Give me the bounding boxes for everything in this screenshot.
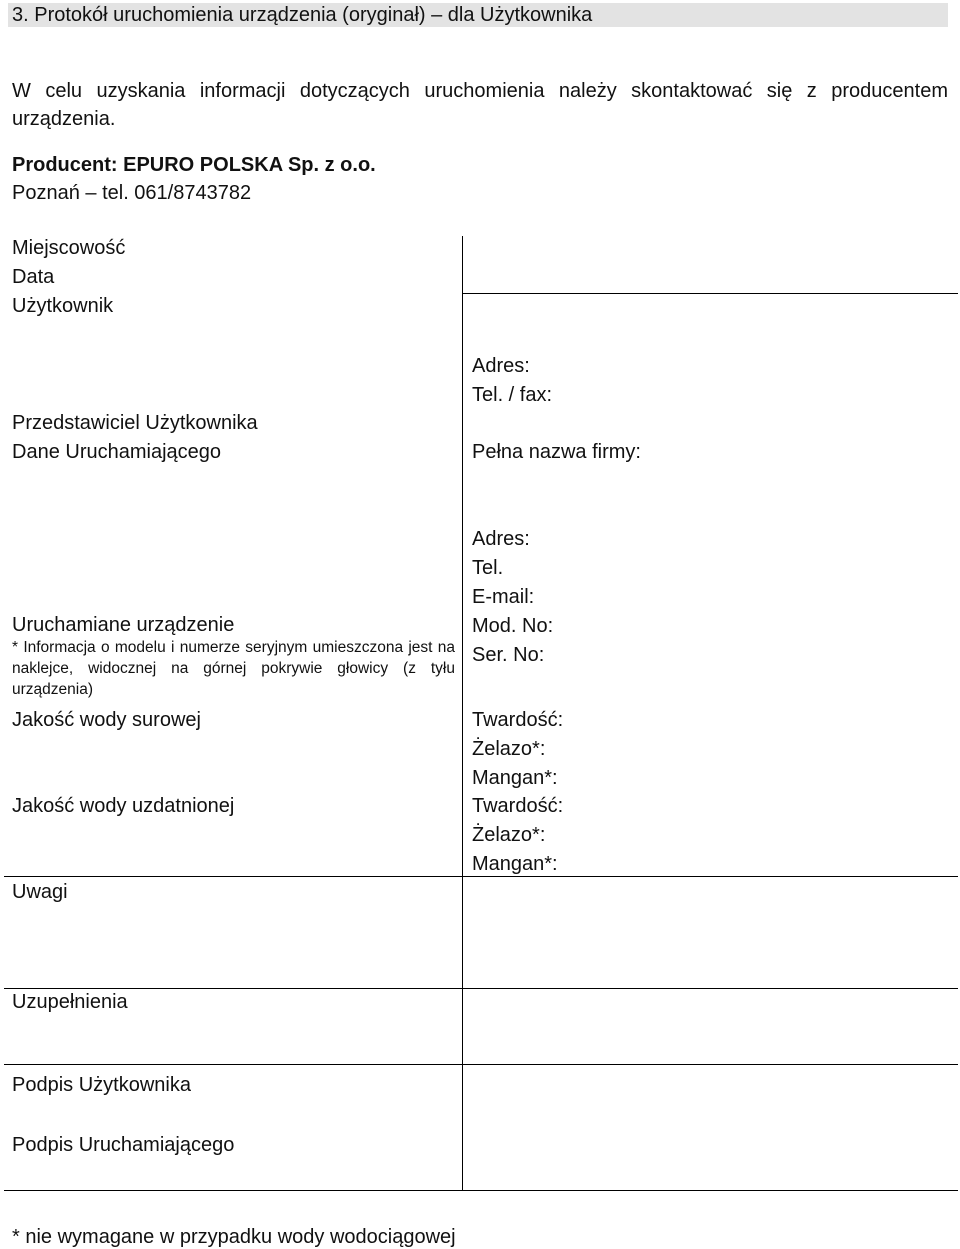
label-user-representative: Przedstawiciel Użytkownika (12, 412, 258, 434)
producer-contact: Poznań – tel. 061/8743782 (12, 182, 252, 204)
commissioner-address-field: Adres: (472, 528, 530, 550)
label-raw-water: Jakość wody surowej (12, 709, 201, 731)
label-device: Uruchamiane urządzenie (12, 614, 235, 636)
row-divider (4, 1190, 958, 1191)
commissioner-email-field: E-mail: (472, 586, 535, 608)
user-address-field: Adres: (472, 355, 530, 377)
footnote: * nie wymagane w przypadku wody wodociągowej (12, 1226, 456, 1248)
model-number-field: Mod. No: (472, 615, 554, 637)
commissioner-phone-field: Tel. (472, 557, 504, 579)
column-divider (462, 236, 463, 1191)
device-note: * Informacja o modelu i numerze seryjnym umieszczona jest na naklejce, widocznej na górnej pokrywie głowicy (z tyłu urządzenia) (12, 639, 455, 698)
serial-number-field: Ser. No: (472, 644, 545, 666)
label-user-signature: Podpis Użytkownika (12, 1074, 191, 1096)
label-remarks: Uwagi (12, 881, 68, 903)
label-date: Data (12, 266, 55, 288)
label-user: Użytkownik (12, 295, 114, 317)
label-place: Miejscowość (12, 237, 126, 259)
row-divider (462, 293, 958, 294)
row-divider (4, 988, 958, 989)
producer-name: Producent: EPURO POLSKA Sp. z o.o. (12, 154, 376, 176)
label-supplements: Uzupełnienia (12, 991, 128, 1013)
intro-paragraph: W celu uzyskania informacji dotyczących uruchomienia należy skontaktować się z producentem urządzenia. (12, 80, 948, 130)
treated-iron-field: Żelazo*: (472, 824, 546, 846)
raw-manganese-field: Mangan*: (472, 767, 558, 789)
label-treated-water: Jakość wody uzdatnionej (12, 795, 235, 817)
company-name-field: Pełna nazwa firmy: (472, 441, 641, 463)
row-divider (4, 876, 958, 877)
raw-iron-field: Żelazo*: (472, 738, 546, 760)
section-title: 3. Protokół uruchomienia urządzenia (oryginał) – dla Użytkownika (8, 3, 948, 27)
treated-hardness-field: Twardość: (472, 795, 564, 817)
raw-hardness-field: Twardość: (472, 709, 564, 731)
user-phone-fax-field: Tel. / fax: (472, 384, 553, 406)
label-commissioner-signature: Podpis Uruchamiającego (12, 1134, 235, 1156)
treated-manganese-field: Mangan*: (472, 853, 558, 875)
label-commissioner: Dane Uruchamiającego (12, 441, 222, 463)
row-divider (4, 1064, 958, 1065)
